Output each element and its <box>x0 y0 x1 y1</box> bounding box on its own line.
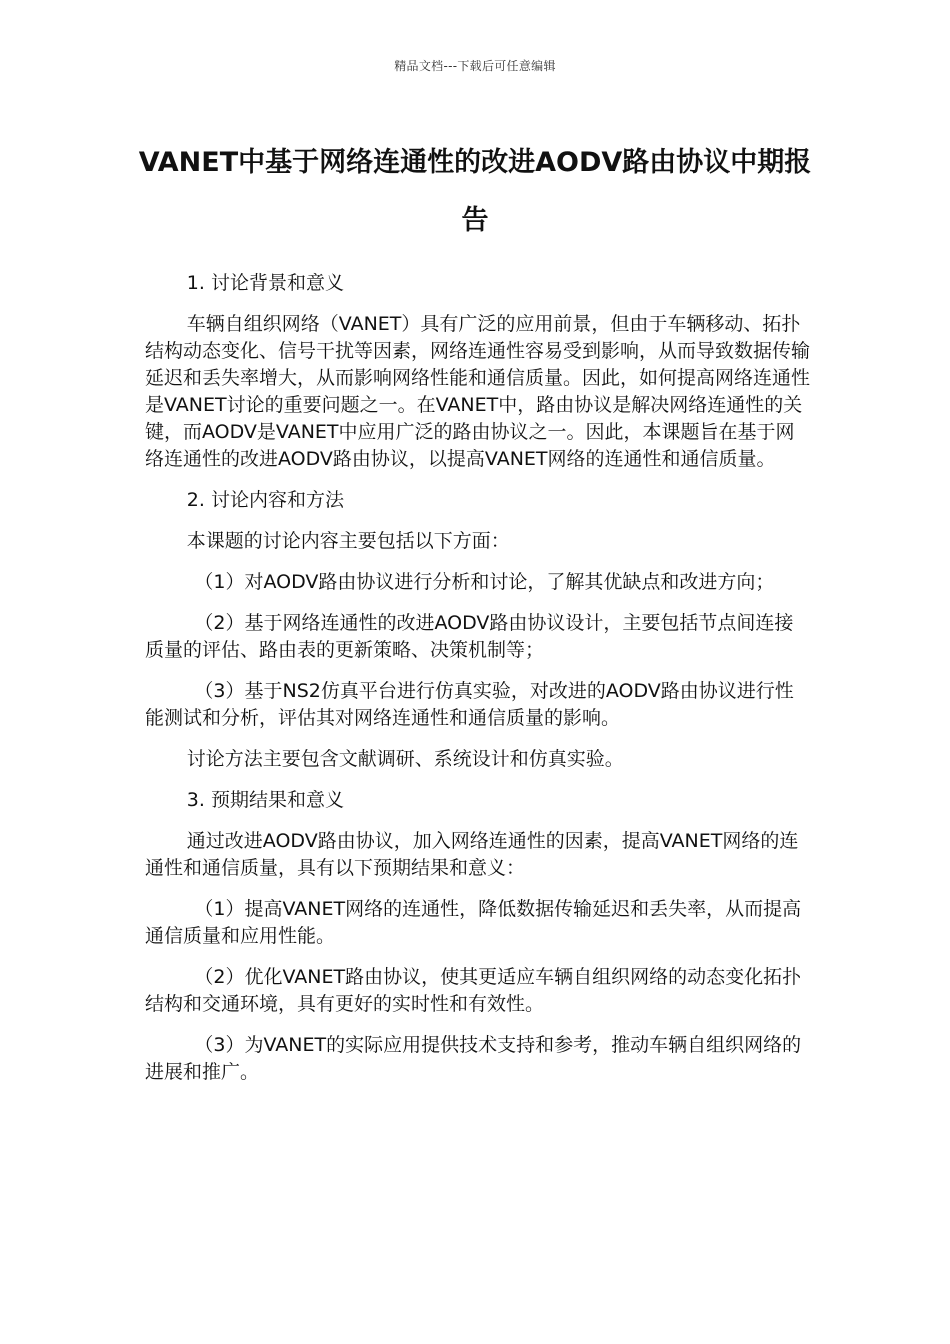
header-note: 精品文档---下载后可任意编辑 <box>394 59 556 73</box>
section-3-intro: 通过改进AODV路由协议，加入网络连通性的因素，提高VANET网络的连通性和通信质量，具有以下预期结果和意义： <box>145 830 799 879</box>
section-3-item-1: （1）提高VANET网络的连通性，降低数据传输延迟和丢失率，从而提高通信质量和应用性能。 <box>145 898 802 947</box>
section-1-paragraph: 车辆自组织网络（VANET）具有广泛的应用前景，但由于车辆移动、拓扑结构动态变化、信号干扰等因素，网络连通性容易受到影响，从而导致数据传输延迟和丢失率增大，从而影响网络性能和通信质量。因此，如何提高网络连通性是VANET讨论的重要问题之一。在VANET中，路由协议是解决网络连通性的关键，而AODV是VANET中应用广泛的路由协议之一。因此，本课题旨在基于网络连通性的改进AODV路由协议，以提高VANET网络的连通性和通信质量。 <box>145 313 811 470</box>
section-2-item-3: （3）基于NS2仿真平台进行仿真实验，对改进的AODV路由协议进行性能测试和分析，评估其对网络连通性和通信质量的影响。 <box>145 680 794 729</box>
section-2-intro: 本课题的讨论内容主要包括以下方面： <box>186 530 510 552</box>
section-2-method: 讨论方法主要包含文献调研、系统设计和仿真实验。 <box>186 748 624 770</box>
section-3-heading: 3. 预期结果和意义 <box>186 789 344 811</box>
section-2-heading: 2. 讨论内容和方法 <box>186 489 344 511</box>
section-1-heading: 1. 讨论背景和意义 <box>186 272 344 294</box>
document-title: VANET中基于网络连通性的改进AODV路由协议中期报告 <box>138 147 812 236</box>
section-3-item-2: （2）优化VANET路由协议，使其更适应车辆自组织网络的动态变化拓扑结构和交通环境，具有更好的实时性和有效性。 <box>145 966 802 1015</box>
document-body <box>145 270 810 1100</box>
section-2-item-2: （2）基于网络连通性的改进AODV路由协议设计，主要包括节点间连接质量的评估、路由表的更新策略、决策机制等； <box>145 612 794 661</box>
section-3-item-3: （3）为VANET的实际应用提供技术支持和参考，推动车辆自组织网络的进展和推广。 <box>145 1034 802 1083</box>
section-2-item-1: （1）对AODV路由协议进行分析和讨论，了解其优缺点和改进方向； <box>194 571 775 593</box>
